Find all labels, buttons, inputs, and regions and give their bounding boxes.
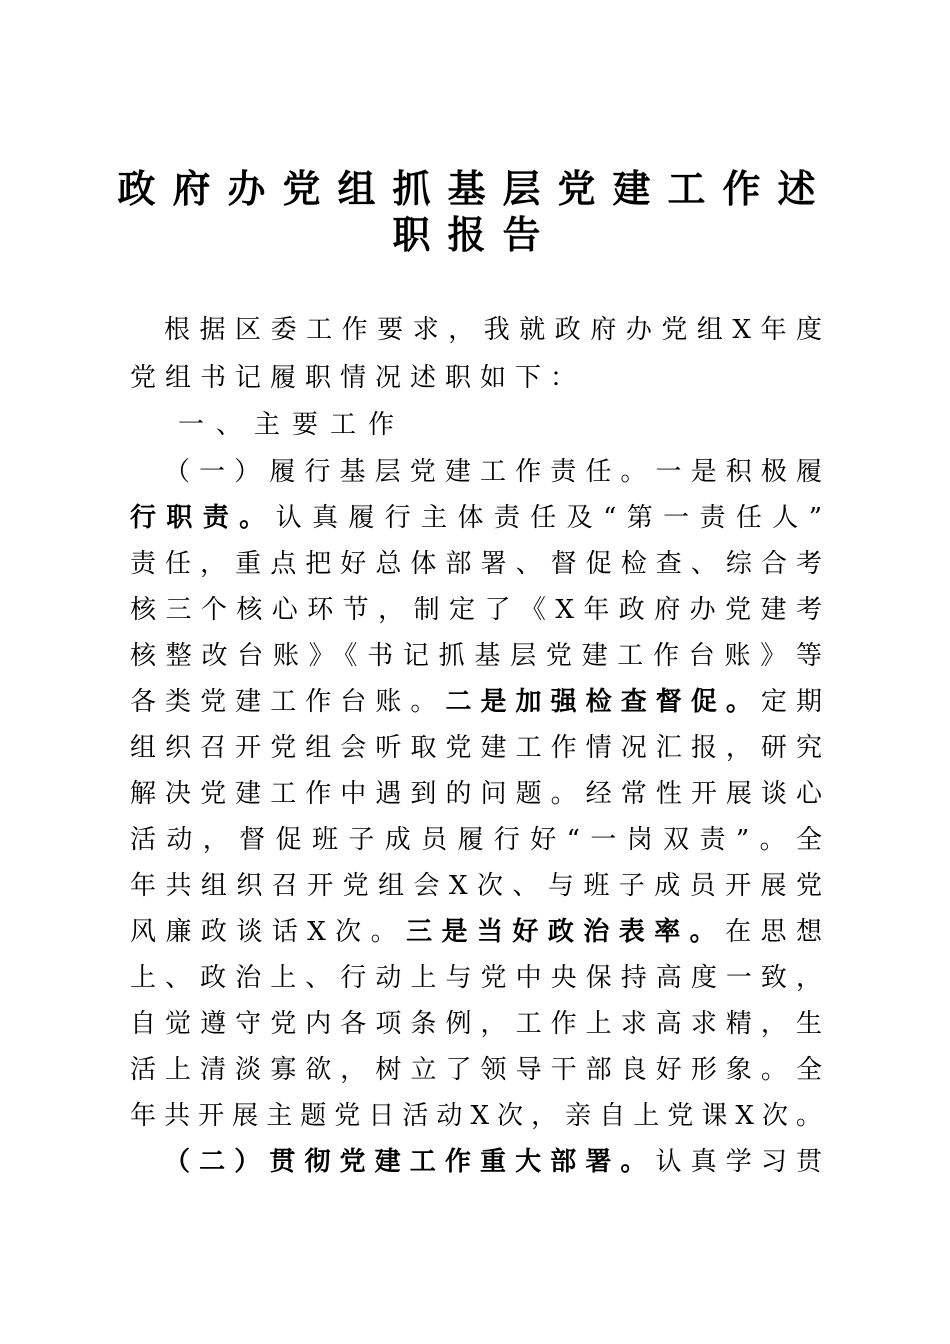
paragraph-1-line-4: 核三个核心环节，制定了《X年政府办党建考: [130, 595, 822, 625]
paragraph-1-line-12: 上、政治上、行动上与党中央保持高度一致，: [130, 963, 822, 993]
text-run: 认真学习贯: [655, 1147, 822, 1177]
paragraph-1-line-9: 活动，督促班子成员履行好“一岗双责”。全: [130, 825, 822, 855]
bold-phrase: （二）贯彻党建工作重大部署。: [164, 1147, 656, 1177]
paragraph-2-line-1: [164, 1142, 822, 1182]
paragraph-1-line-8: 解决党建工作中遇到的问题。经常性开展谈心: [130, 779, 822, 809]
paragraph-1-line-15: 年共开展主题党日活动X次，亲自上党课X次。: [130, 1101, 822, 1131]
text-run: 定期: [760, 687, 822, 717]
bold-phrase: 二是加强检查督促。: [445, 687, 761, 717]
text-run: 认真履行主体责任及“第一责任人”: [275, 503, 822, 533]
paragraph-1-line-5: 核整改台账》《书记抓基层党建工作台账》等: [130, 641, 822, 671]
bold-phrase: 行职责。: [130, 503, 276, 533]
text-run: 风廉政谈话X次。: [130, 917, 407, 947]
text-run: 各类党建工作台账。: [130, 687, 446, 717]
paragraph-1-line-2: [130, 498, 822, 538]
paragraph-1-line-3: 责任，重点把好总体部署、督促检查、综合考: [130, 549, 822, 579]
paragraph-1-line-10: 年共组织召开党组会X次、与班子成员开展党: [130, 871, 822, 901]
paragraph-1-line-11: [130, 912, 822, 952]
paragraph-1-line-6: [130, 682, 822, 722]
document-title-line-2: 职报告: [392, 212, 558, 257]
section-heading: 一、主要工作: [178, 410, 407, 440]
paragraph-1-line-1: （一）履行基层党建工作责任。一是积极履: [164, 457, 822, 487]
document-title-line-1: 政府办党组抓基层党建工作述: [117, 166, 833, 211]
intro-line-2: 党组书记履职情况述职如下：: [130, 363, 586, 393]
paragraph-1-line-13: 自觉遵守党内各项条例，工作上求高求精，生: [130, 1009, 822, 1039]
text-run: 在思想: [725, 917, 822, 947]
intro-line-1: 根据区委工作要求，我就政府办党组X年度: [164, 315, 822, 345]
bold-phrase: 三是当好政治表率。: [406, 917, 726, 947]
paragraph-1-line-14: 活上清淡寡欲，树立了领导干部良好形象。全: [130, 1055, 822, 1085]
paragraph-1-line-7: 组织召开党组会听取党建工作情况汇报，研究: [130, 733, 822, 763]
